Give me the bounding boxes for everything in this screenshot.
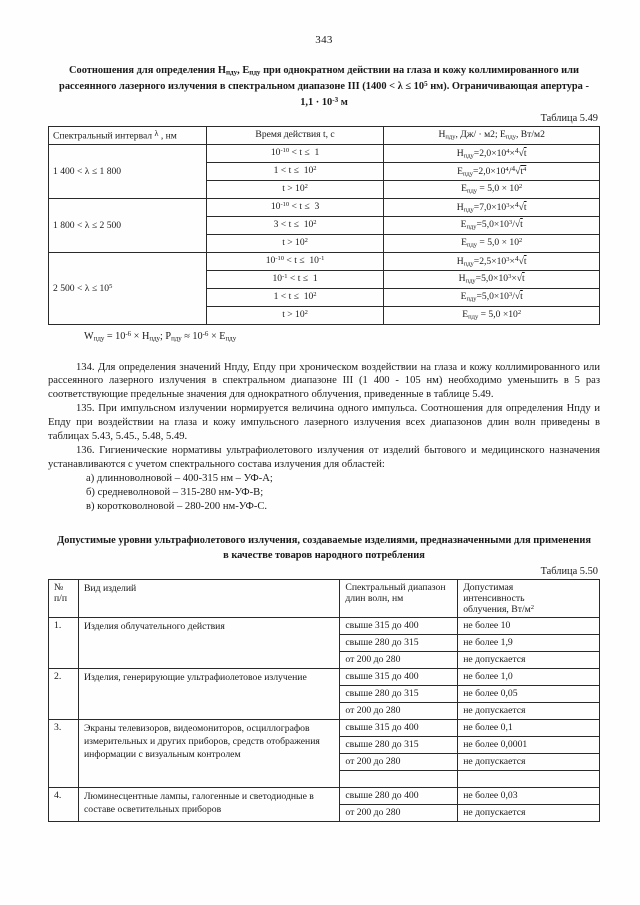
formula-cell: $E_{пду} = 5,0 \times 10^2$ — [384, 180, 600, 198]
header-spectral-interval: Спектральный интервал $^\lambda$ , нм — [49, 126, 207, 144]
formula-cell: $E_{пду}=2,0\times 10^4/^4√t^4$ — [384, 162, 600, 180]
time-cell: $t > 10^2$ — [206, 180, 384, 198]
product-kind: Изделия, генерирующие ультрафиолетовое излучение — [78, 669, 339, 720]
table-row — [49, 720, 600, 737]
header-number: № п/п — [49, 579, 79, 617]
allowed-intensity: не допускается — [458, 703, 600, 720]
time-cell: $10^{-1} < t \le 1$ — [206, 270, 384, 288]
table-549-caption: Таблица 5.49 — [540, 112, 598, 124]
table-row — [49, 788, 600, 805]
formula-cell: $E_{пду} = 5,0 \times 10^2$ — [384, 234, 600, 252]
allowed-intensity: не более 0,1 — [458, 720, 600, 737]
allowed-intensity: не допускается — [458, 754, 600, 771]
list-item: б) средневолновой – 315-280 нм-УФ-В; — [86, 487, 264, 499]
page-number: 343 — [315, 34, 333, 46]
allowed-intensity: не допускается — [458, 652, 600, 669]
formula-cell: $H_{пду}=2,0\times 10^4\times^4√t$ — [384, 144, 600, 162]
time-cell: $3 < t \le 10^2$ — [206, 216, 384, 234]
section-title: Допустимые уровни ультрафиолетового излучения, создаваемые изделиями, предназначенными для применения в качестве товаров народного потребления — [57, 535, 591, 561]
allowed-intensity: не более 10 — [458, 618, 600, 635]
paragraph-136: 136. Гигиенические нормативы ультрафиолетового излучения от изделий бытового и медицинского назначения устанавливаются с учетом спектрального состава излучения для областей: — [48, 445, 600, 471]
spectral-range-cell: 1 800 < λ ≤ 2 500 — [49, 198, 207, 252]
allowed-intensity: не более 1,0 — [458, 669, 600, 686]
spectral-range: от 200 до 280 — [340, 805, 458, 822]
list-item: а) длинноволновой – 400-315 нм – УФ-А; — [86, 473, 273, 485]
spectral-range-cell: 2 $500 < \lambda \le 10^5$ — [49, 252, 207, 324]
time-cell: $10^{-10} < t \le 3$ — [206, 198, 384, 216]
spectral-range: от 200 до 280 — [340, 652, 458, 669]
formula-cell: $E_{пду}=5,0\times 10^3/√t$ — [384, 216, 600, 234]
header-limit-value: $H_{пду}$, Дж/ · м2; $E_{пду}$, Вт/м2 — [384, 126, 600, 144]
spectral-range: свыше 280 до 315 — [340, 737, 458, 754]
table-550-caption: Таблица 5.50 — [540, 565, 598, 577]
table-549 — [48, 126, 600, 325]
spectral-range: свыше 315 до 400 — [340, 618, 458, 635]
document-title: Соотношения для определения $H_{пду}$, $E_{пду}$ при однократном действии на глаза и кожу коллимированного или рассеянного лазерного излучения в спектральном диапазоне III ($1400 < \lambda \le 10^5$ нм). Ограничивающая апертура - $1,1 \cdot 10^{-3}$ м — [59, 65, 589, 108]
spectral-range: от 200 до 280 — [340, 703, 458, 720]
allowed-intensity: не более 1,9 — [458, 635, 600, 652]
table-row — [49, 126, 600, 144]
page-content — [48, 34, 600, 822]
spectral-range-cell: 1 400 < λ ≤ 1 800 — [49, 144, 207, 198]
spectral-range: свыше 280 до 315 — [340, 686, 458, 703]
time-cell: $10^{-10} < t \le 1$ — [206, 144, 384, 162]
table-row — [49, 579, 600, 617]
paragraph-134: 134. Для определения значений Нпду, Епду при хроническом воздействии на глаза и кожу коллимированного или рассеянного лазерного излучения в спектральном диапазоне III (1 400 - 105 нм) необходимо уменьшить в 5 раз соответствующие предельные значения для однократного облучения, приведенные в таблице 5.49. — [48, 361, 600, 401]
spectral-range: от 200 до 280 — [340, 754, 458, 771]
table-row — [49, 252, 600, 270]
spacer-cell — [458, 771, 600, 788]
row-number: 3. — [49, 720, 79, 788]
header-kind: Вид изделий — [78, 579, 339, 617]
header-spectral-range: Спектральный диапазон длин волн, нм — [340, 579, 458, 617]
row-number: 1. — [49, 618, 79, 669]
table-row — [49, 669, 600, 686]
row-number: 4. — [49, 788, 79, 822]
allowed-intensity: не более 0,05 — [458, 686, 600, 703]
spectral-range: свыше 280 до 315 — [340, 635, 458, 652]
header-exposure-time: Время действия t, с — [206, 126, 384, 144]
row-number: 2. — [49, 669, 79, 720]
allowed-intensity: не более 0,03 — [458, 788, 600, 805]
table-550 — [48, 579, 600, 822]
product-kind: Изделия облучательного действия — [78, 618, 339, 669]
spectral-range: свыше 280 до 400 — [340, 788, 458, 805]
formula-cell: $H_{пду}=2,5\times 10^3\times^4√t$ — [384, 252, 600, 270]
spectral-range: свыше 315 до 400 — [340, 669, 458, 686]
formula-note: $W_{пду} = 10^{-6} \times H_{пду}$; $P_{пду} \approx 10^{-6} \times E_{пду}$ — [84, 330, 237, 343]
formula-cell: $H_{пду}=5,0\times 10^3\times√t$ — [384, 270, 600, 288]
table-row — [49, 198, 600, 216]
product-kind: Экраны телевизоров, видеомониторов, осциллографов измерительных и других приборов, средств отображения информации с визуальным контролем — [78, 720, 339, 788]
spectral-range: свыше 315 до 400 — [340, 720, 458, 737]
time-cell: $10^{-10} < t \le 10^{-1}$ — [206, 252, 384, 270]
product-kind: Люминесцентные лампы, галогенные и светодиодные в составе осветительных приборов — [78, 788, 339, 822]
time-cell: $1 < t \le 10^2$ — [206, 162, 384, 180]
spacer-cell — [340, 771, 458, 788]
time-cell: $t > 10^2$ — [206, 306, 384, 324]
formula-cell: $E_{пду} = 5,0 \times 10^2$ — [384, 306, 600, 324]
table-row — [49, 618, 600, 635]
list-item: в) коротковолновой – 280-200 нм-УФ-С. — [86, 501, 268, 513]
paragraph-135: 135. При импульсном излучении нормируется величина одного импульса. Соотношения для определения Нпду и Епду при воздействии на глаза и кожу импульсного лазерного излучения всех диапазонов длин волн приведены в таблицах 5.43, 5.45., 5.48, 5.49. — [48, 403, 600, 443]
time-cell: $t > 10^2$ — [206, 234, 384, 252]
table-row — [49, 144, 600, 162]
allowed-intensity: не допускается — [458, 805, 600, 822]
time-cell: $1 < t \le 10^2$ — [206, 288, 384, 306]
header-intensity: Допустимая интенсивность облучения, $Вт/м^2$ — [458, 579, 600, 617]
allowed-intensity: не более 0,0001 — [458, 737, 600, 754]
formula-cell: $E_{пду}=5,0\times 10^3/√t$ — [384, 288, 600, 306]
formula-cell: $H_{пду}=7,0\times 10^3\times^4√t$ — [384, 198, 600, 216]
